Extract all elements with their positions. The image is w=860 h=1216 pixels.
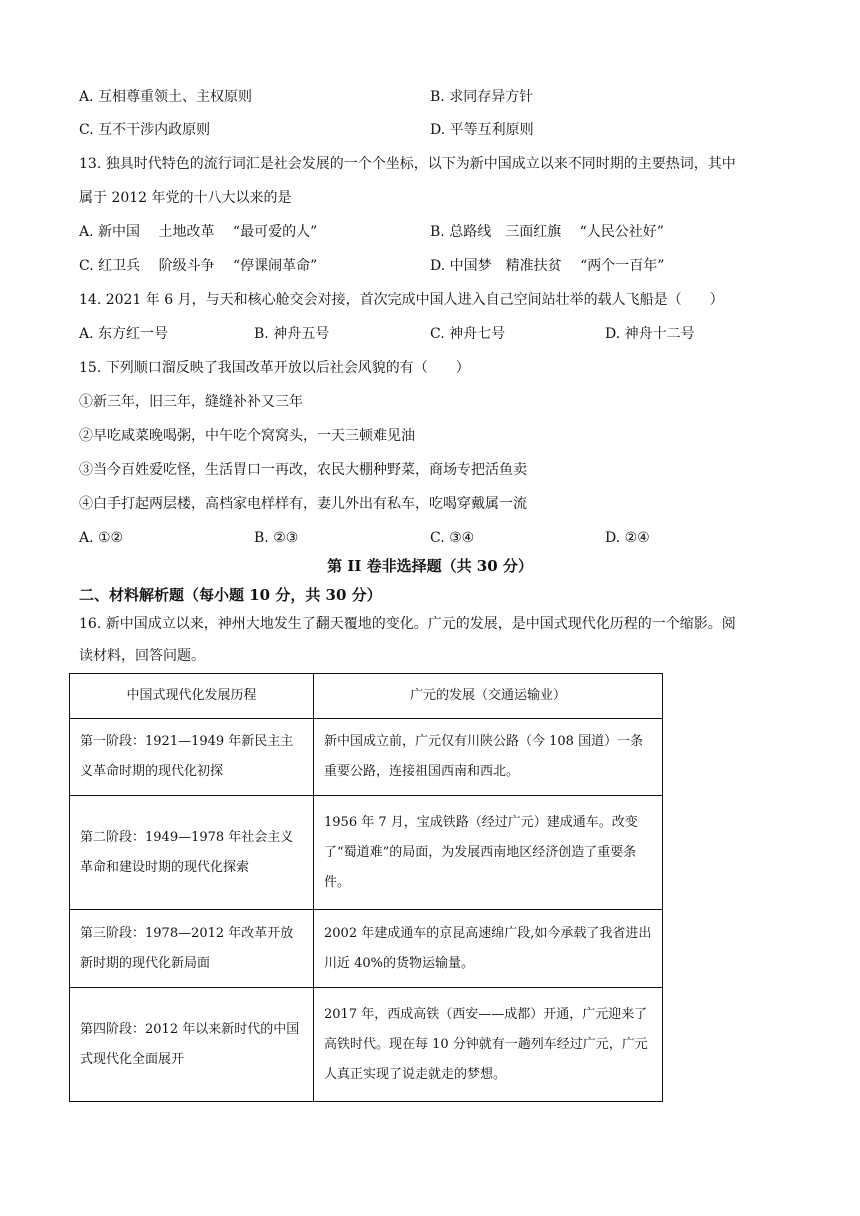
q16-stem-line1: 16. 新中国成立以来，神州大地发生了翻天覆地的变化。广元的发展，是中国式现代化历程的一个缩影。阅 [79, 616, 736, 632]
table-cell-development: 1956 年 7 月，宝成铁路（经过广元）建成通车。改变了“蜀道难”的局面，为发展西南地区经济创造了重要条件。 [314, 796, 663, 910]
table-row [70, 796, 663, 910]
q15-item-4: ④白手打起两层楼，高档家电样样有，妻儿外出有私车，吃喝穿戴属一流 [79, 496, 527, 512]
table-cell-development: 2002 年建成通车的京昆高速绵广段,如今承载了我省进出川近 40%的货物运输量。 [314, 910, 663, 988]
q13-option-b: B. 总路线 三面红旗 “人民公社好” [430, 224, 664, 240]
table-header-stage: 中国式现代化发展历程 [70, 674, 314, 719]
table-cell-development: 2017 年，西成高铁（西安——成都）开通，广元迎来了高铁时代。现在每 10 分钟就有一趟列车经过广元，广元人真正实现了说走就走的梦想。 [314, 988, 663, 1102]
q16-stem-line2: 读材料，回答问题。 [79, 648, 205, 664]
q13-stem-line2: 属于 2012 年党的十八大以来的是 [79, 190, 292, 206]
q15-item-1: ①新三年，旧三年，缝缝补补又三年 [79, 394, 303, 410]
table-cell-stage: 第一阶段：1921—1949 年新民主主义革命时期的现代化初探 [70, 719, 314, 796]
table-header-development: 广元的发展（交通运输业） [314, 674, 663, 719]
q15-item-3: ③当今百姓爱吃怪，生活胃口一再改，农民大棚种野菜，商场专把活鱼卖 [79, 462, 527, 478]
q13-stem-line1: 13. 独具时代特色的流行词汇是社会发展的一个个坐标，以下为新中国成立以来不同时期的主要热词，其中 [79, 156, 736, 172]
q15-option-b: B. ②③ [254, 530, 299, 546]
q12-option-b: B. 求同存异方针 [430, 89, 534, 105]
q15-option-d: D. ②④ [605, 530, 650, 546]
q14-stem: 14. 2021 年 6 月，与天和核心舱交会对接，首次完成中国人进入自己空间站壮举的载人飞船是（ ） [79, 292, 724, 308]
q12-option-d: D. 平等互利原则 [430, 122, 534, 138]
q12-option-c: C. 互不干涉内政原则 [79, 122, 211, 138]
section2-title: 二、材料解析题（每小题 10 分，共 30 分） [79, 586, 382, 604]
table-row [70, 988, 663, 1102]
table-cell-stage: 第三阶段：1978—2012 年改革开放新时期的现代化新局面 [70, 910, 314, 988]
table-cell-stage: 第四阶段：2012 年以来新时代的中国式现代化全面展开 [70, 988, 314, 1102]
q14-option-a: A. 东方红一号 [79, 326, 169, 342]
table-header-row [70, 674, 663, 719]
q15-stem: 15. 下列顺口溜反映了我国改革开放以后社会风貌的有（ ） [79, 360, 470, 376]
table-row [70, 910, 663, 988]
q13-option-c: C. 红卫兵 阶级斗争 “停课闹革命” [79, 258, 318, 274]
table-cell-development: 新中国成立前，广元仅有川陕公路（今 108 国道）一条重要公路，连接祖国西南和西北。 [314, 719, 663, 796]
q13-option-d: D. 中国梦 精准扶贫 “两个一百年” [430, 258, 665, 274]
table-row [70, 719, 663, 796]
part2-title: 第 II 卷非选择题（共 30 分） [327, 557, 533, 575]
q14-option-c: C. 神舟七号 [430, 326, 506, 342]
q15-item-2: ②早吃咸菜晚喝粥，中午吃个窝窝头，一天三顿难见油 [79, 428, 415, 444]
q13-option-a: A. 新中国 土地改革 “最可爱的人” [79, 224, 318, 240]
table-cell-stage: 第二阶段：1949—1978 年社会主义革命和建设时期的现代化探索 [70, 796, 314, 910]
q14-option-d: D. 神舟十二号 [605, 326, 695, 342]
q15-option-c: C. ③④ [430, 530, 475, 546]
q15-option-a: A. ①② [79, 530, 124, 546]
q14-option-b: B. 神舟五号 [254, 326, 330, 342]
q12-option-a: A. 互相尊重领土、主权原则 [79, 89, 253, 105]
development-table [69, 673, 663, 1102]
